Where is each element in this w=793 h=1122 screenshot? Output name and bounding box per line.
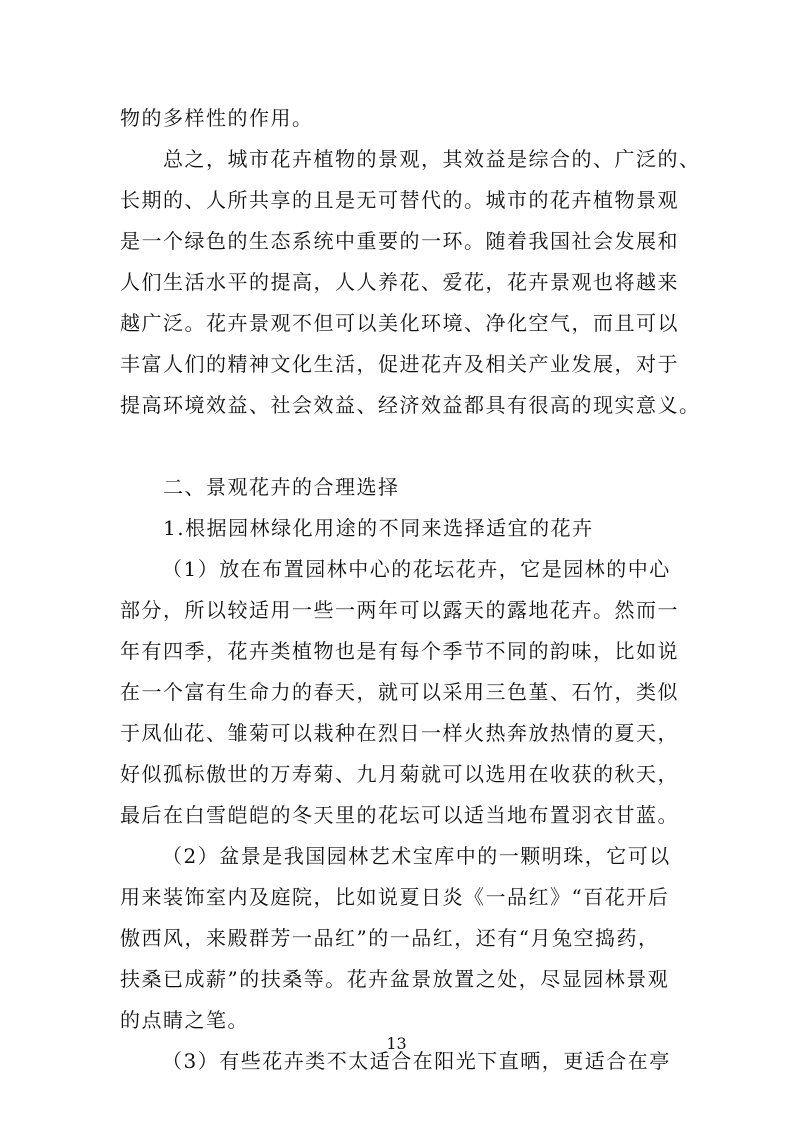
- paragraph-line: 的点睛之笔。: [120, 1008, 249, 1032]
- paragraph-line: 最后在白雪皑皑的冬天里的花坛可以适当地布置羽衣甘蓝。: [120, 803, 679, 827]
- paragraph-line: 好似孤标傲世的万寿菊、九月菊就可以选用在收获的秋天，: [120, 762, 679, 786]
- paragraph-line: 是一个绿色的生态系统中重要的一环。随着我国社会发展和: [120, 229, 679, 253]
- paragraph-line: 越广泛。花卉景观不但可以美化环境、净化空气，而且可以: [120, 311, 679, 335]
- subsection-heading: 1.根据园林绿化用途的不同来选择适宜的花卉: [163, 516, 594, 540]
- paragraph-line: 傲西风，来殿群芳一品红”的一品红，还有“月兔空捣药，: [120, 926, 660, 950]
- paragraph-line: 部分，所以较适用一些一两年可以露天的露地花卉。然而一: [120, 598, 679, 622]
- paragraph-line: 丰富人们的精神文化生活，促进花卉及相关产业发展，对于: [120, 352, 679, 376]
- page-number: 13: [386, 1034, 407, 1053]
- paragraph-line: 在一个富有生命力的春天，就可以采用三色堇、石竹，类似: [120, 680, 679, 704]
- paragraph-line: 总之，城市花卉植物的景观，其效益是综合的、广泛的、: [163, 147, 701, 171]
- paragraph-line: （2）盆景是我国园林艺术宝库中的一颗明珠，它可以: [162, 844, 671, 868]
- paragraph-line: 提高环境效益、社会效益、经济效益都具有很高的现实意义。: [120, 393, 701, 417]
- paragraph-line: 物的多样性的作用。: [120, 106, 314, 130]
- paragraph-line: 年有四季，花卉类植物也是有每个季节不同的韵味，比如说: [120, 639, 679, 663]
- paragraph-line: （1）放在布置园林中心的花坛花卉，它是园林的中心: [162, 557, 671, 581]
- paragraph-line: 于凤仙花、雏菊可以栽种在烈日一样火热奔放热情的夏天，: [120, 721, 679, 745]
- paragraph-line: 用来装饰室内及庭院，比如说夏日炎《一品红》“百花开后: [120, 885, 670, 909]
- section-heading: 二、景观花卉的合理选择: [163, 475, 400, 499]
- paragraph-line: 人们生活水平的提高，人人养花、爱花，花卉景观也将越来: [120, 270, 679, 294]
- paragraph-line: 扶桑已成薪”的扶桑等。花卉盆景放置之处，尽显园林景观: [120, 967, 670, 991]
- paragraph-line: 长期的、人所共享的且是无可替代的。城市的花卉植物景观: [120, 188, 679, 212]
- paragraph-line: （3）有些花卉类不太适合在阳光下直晒，更适合在亭: [162, 1049, 671, 1073]
